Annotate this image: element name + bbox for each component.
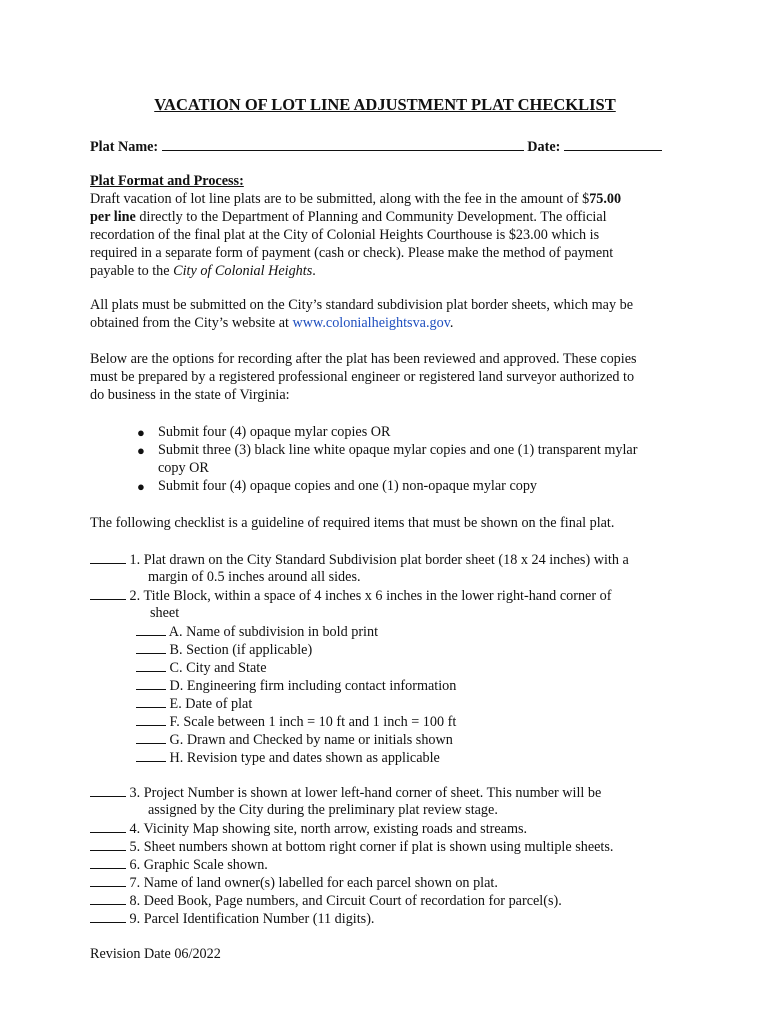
bullet-item-3: Submit four (4) opaque copies and one (1) non-opaque mylar copy	[158, 478, 538, 494]
item-text: 3. Project Number is shown at lower left-hand corner of sheet. This number will be	[129, 785, 602, 801]
sub-item	[136, 748, 440, 767]
checklist-item-8	[90, 891, 562, 910]
options-line-2: must be prepared by a registered professional engineer or registered land surveyor authorized to	[90, 369, 635, 385]
payable-text: payable to the	[90, 263, 174, 279]
payable-period: .	[312, 263, 316, 279]
fee-line-5	[90, 262, 690, 280]
bullet-dot-icon: ●	[137, 443, 145, 458]
item-text: 4. Vicinity Map showing site, north arrow, existing roads and streams.	[129, 821, 528, 837]
checklist-item-5	[90, 837, 613, 856]
sub-item-text: H. Revision type and dates shown as applicable	[169, 750, 440, 766]
plats-line-2	[90, 314, 690, 332]
website-period: .	[449, 315, 454, 331]
sub-item	[136, 730, 453, 749]
check-blank[interactable]	[90, 819, 126, 833]
check-blank[interactable]	[136, 712, 166, 726]
fee-line-2	[90, 208, 690, 226]
format-heading: Plat Format and Process:	[90, 173, 244, 189]
sub-item-text: E. Date of plat	[169, 696, 253, 712]
check-blank[interactable]	[90, 909, 126, 923]
item-text: 5. Sheet numbers shown at bottom right corner if plat is shown using multiple sheets.	[129, 839, 614, 855]
sub-item-text: G. Drawn and Checked by name or initials shown	[169, 732, 453, 748]
date-label: Date:	[527, 139, 561, 155]
item-text: 9. Parcel Identification Number (11 digits).	[129, 911, 375, 927]
check-blank[interactable]	[136, 622, 166, 636]
check-blank[interactable]	[136, 676, 166, 690]
checklist-item-1-cont: margin of 0.5 inches around all sides.	[148, 569, 361, 585]
checklist-item-6	[90, 855, 268, 874]
item-text: 2. Title Block, within a space of 4 inches x 6 inches in the lower right-hand corner of	[129, 588, 612, 604]
check-blank[interactable]	[90, 837, 126, 851]
check-blank[interactable]	[136, 730, 166, 744]
sub-item-text: D. Engineering firm including contact information	[169, 678, 457, 694]
check-blank[interactable]	[136, 694, 166, 708]
fee-text-1: Draft vacation of lot line plats are to be submitted, along with the fee in the amount of $	[90, 191, 590, 207]
bullet-item-1: Submit four (4) opaque mylar copies OR	[158, 424, 391, 440]
check-blank[interactable]	[90, 891, 126, 905]
bullet-dot-icon: ●	[137, 425, 145, 440]
options-line-3: do business in the state of Virginia:	[90, 387, 290, 403]
check-blank[interactable]	[90, 586, 126, 600]
checklist-item-2-cont: sheet	[150, 605, 180, 621]
bullet-item-2: Submit three (3) black line white opaque mylar copies and one (1) transparent mylar	[158, 442, 638, 458]
checklist-item-7	[90, 873, 498, 892]
sub-item	[136, 622, 378, 641]
check-blank[interactable]	[136, 658, 166, 672]
checklist-item-3	[90, 783, 601, 802]
website-link[interactable]: www.colonialheightsva.gov	[292, 315, 450, 331]
check-blank[interactable]	[90, 783, 126, 797]
website-text: obtained from the City’s website at	[90, 315, 293, 331]
fee-line-1	[90, 190, 690, 208]
plat-name-label: Plat Name:	[90, 139, 159, 155]
payee-name: City of Colonial Heights	[173, 263, 313, 279]
check-blank[interactable]	[90, 550, 126, 564]
sub-item	[136, 694, 252, 713]
sub-item-text: A. Name of subdivision in bold print	[168, 624, 379, 640]
sub-item	[136, 676, 456, 695]
fee-line-3: recordation of the final plat at the City of Colonial Heights Courthouse is $23.00 which is	[90, 227, 600, 243]
checklist-item-9	[90, 909, 374, 928]
revision-date: Revision Date 06/2022	[90, 946, 221, 962]
fee-text-2: directly to the Department of Planning and Community Development. The official	[135, 209, 607, 225]
item-text: 8. Deed Book, Page numbers, and Circuit Court of recordation for parcel(s).	[129, 893, 562, 909]
fee-line-4: required in a separate form of payment (cash or check). Please make the method of payment	[90, 245, 614, 261]
plats-line-1: All plats must be submitted on the City’s standard subdivision plat border sheets, which may be	[90, 297, 633, 313]
check-blank[interactable]	[136, 748, 166, 762]
check-blank[interactable]	[136, 640, 166, 654]
sub-item-text: C. City and State	[169, 660, 267, 676]
fee-amount: 75.00	[589, 191, 622, 207]
item-text: 6. Graphic Scale shown.	[129, 857, 268, 873]
fee-per-line: per line	[90, 209, 136, 225]
checklist-item-3-cont: assigned by the City during the preliminary plat review stage.	[148, 802, 498, 818]
document-title: VACATION OF LOT LINE ADJUSTMENT PLAT CHECKLIST	[154, 95, 616, 114]
bullet-dot-icon: ●	[137, 479, 145, 494]
plat-name-row	[90, 137, 662, 156]
sub-item	[136, 640, 312, 659]
checklist-item-2	[90, 586, 611, 605]
options-line-1: Below are the options for recording after the plat has been reviewed and approved. These copies	[90, 351, 637, 367]
sub-item-text: F. Scale between 1 inch = 10 ft and 1 inch = 100 ft	[169, 714, 457, 730]
bullet-item-2-cont: copy OR	[158, 460, 209, 476]
check-blank[interactable]	[90, 873, 126, 887]
checklist-item-1	[90, 550, 629, 569]
item-text: 1. Plat drawn on the City Standard Subdivision plat border sheet (18 x 24 inches) with a	[129, 552, 629, 568]
item-text: 7. Name of land owner(s) labelled for each parcel shown on plat.	[129, 875, 498, 891]
checklist-item-4	[90, 819, 527, 838]
sub-item	[136, 658, 267, 677]
sub-item	[136, 712, 456, 731]
sub-item-text: B. Section (if applicable)	[169, 642, 313, 658]
check-blank[interactable]	[90, 855, 126, 869]
guideline-text: The following checklist is a guideline of required items that must be shown on the final plat.	[90, 515, 615, 531]
date-blank[interactable]	[564, 137, 662, 151]
plat-name-blank[interactable]	[162, 137, 524, 151]
